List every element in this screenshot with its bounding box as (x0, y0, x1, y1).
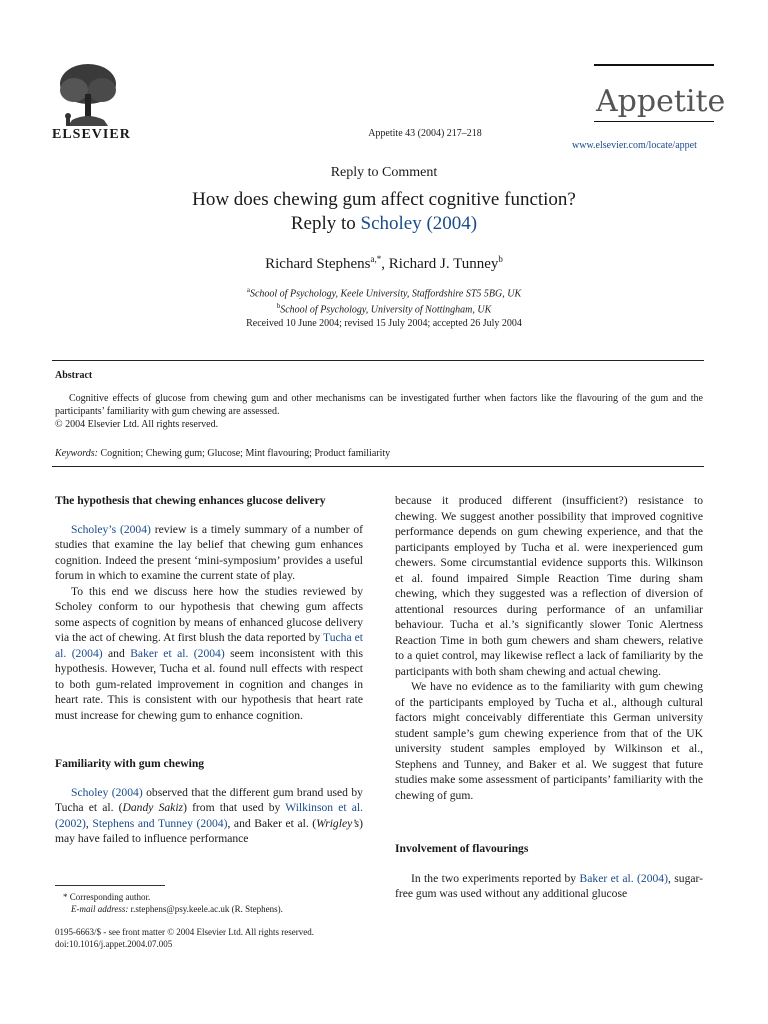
journal-url-link[interactable]: www.elsevier.com/locate/appet (572, 140, 697, 151)
keywords (55, 448, 390, 459)
corresponding-author-note: * Corresponding author. (63, 892, 151, 902)
journal-citation: Appetite 43 (2004) 217–218 (368, 128, 482, 139)
affiliations (0, 284, 768, 317)
section-heading-flavourings: Involvement of flavourings (395, 842, 529, 855)
abstract-rule-top (52, 360, 704, 361)
article-dates: Received 10 June 2004; revised 15 July 2004; accepted 26 July 2004 (246, 318, 522, 329)
keywords-list: Cognition; Chewing gum; Glucose; Mint flavouring; Product familiarity (97, 448, 391, 459)
keywords-label: Keywords: (55, 448, 98, 459)
abstract-heading: Abstract (55, 370, 93, 381)
author-2-affiliation: b (498, 254, 503, 264)
journal-rule-bottom (594, 121, 714, 122)
paragraph (55, 785, 363, 847)
affiliation-b-marker: b (276, 302, 281, 311)
paragraph-text: observed that the different gum brand used by Tucha et al. ( (55, 785, 363, 814)
paragraph-text: ) from that used by (183, 801, 286, 814)
reference-link[interactable]: Wilkinson et al. (2002) (55, 801, 364, 830)
email-label: E-mail address: (71, 904, 129, 914)
reference-link[interactable]: Stephens and Tunney (2004) (92, 816, 228, 830)
author-1-affiliation: a,* (370, 254, 382, 264)
author-2[interactable]: Richard J. Tunney (388, 256, 499, 272)
paragraph (395, 871, 703, 902)
paragraph: because it produced different (insufficient?) resistance to chewing. We suggest another possibility that improved cognitive performance depends on gum chewing experience, and that the participants employed by Tucha et al. were inexperienced gum chewers. Some circumstantial evidence supports this. Wilkinson et al. found impaired Simple Reaction Time during sham chewing, which they suggested was a reflection of diversion of attentional resources during performance of an unfamiliar behaviour. Tucha et al.’s significantly slower Tonic Alertness Reaction Time in both gum chewers and sham chewers, relative to a quiet control, may likewise reflect a lack of familiarity by the participants with both sham chewing and actual chewing. (395, 494, 703, 678)
footnotes (55, 891, 365, 915)
paragraph: We have no evidence as to the familiarity with gum chewing of the participants employed by Tucha et al., although cultural factors might conceivably differentiate this German university student sample’s gum chewing experience from that of the UK university student samples employed by Wilkinson et al., Stephens and Tunney, and Baker et al. We suggest that future studies make some assessment of participants’ familiarity with the chewing of gum. (395, 680, 703, 802)
brand-name: Dandy Sakiz (122, 801, 184, 814)
affiliation-a-marker: a (246, 286, 250, 294)
affiliation-b (0, 300, 768, 316)
reference-link[interactable]: Scholey (2004) (71, 785, 143, 799)
article-type: Reply to Comment (330, 165, 438, 180)
paragraph-text: , (85, 816, 93, 830)
email-note (55, 903, 365, 915)
journal-name: Appetite (596, 84, 726, 119)
reference-link[interactable]: Baker et al. (2004) (579, 871, 668, 885)
body-column-right (395, 493, 703, 902)
paragraph-text: , sugar-free gum was used without any additional glucose (395, 871, 703, 900)
reference-link[interactable]: Tucha et al. (2004) (55, 631, 363, 660)
abstract-copyright: © 2004 Elsevier Ltd. All rights reserved. (55, 419, 219, 430)
email-address[interactable]: r.stephens@psy.keele.ac.uk (R. Stephens). (128, 904, 283, 914)
paragraph-text: In the two experiments reported by (411, 871, 580, 885)
section-heading-glucose: The hypothesis that chewing enhances glucose delivery (55, 494, 326, 507)
author-separator: , (381, 256, 389, 272)
article-title (0, 188, 768, 236)
paragraph-text: review is a timely summary of a number of studies that examine the lay belief that chewing gum enhances cognition. Indeed the present ‘mini-symposium’ provides a useful forum in which to examine the current state of play. (55, 522, 363, 582)
body-column-left (55, 493, 363, 847)
title-prefix: Reply to (290, 213, 361, 234)
elsevier-tree-logo (52, 60, 124, 132)
abstract-text: Cognitive effects of glucose from chewing gum and other mechanisms can be investigated further when factors like the flavouring of the gum and the participants’ familiarity with gum chewing are assessed. (55, 393, 703, 417)
paragraph-text: , and Baker et al. ( (227, 816, 317, 830)
title-line-1: How does chewing gum affect cognitive function? (192, 189, 576, 210)
paragraph-text: ) may have failed to influence performance (55, 816, 363, 845)
affiliation-a (0, 284, 768, 300)
publisher-name: ELSEVIER (52, 127, 131, 142)
journal-rule-top (594, 64, 714, 66)
affiliation-a-text: School of Psychology, Keele University, Staffordshire ST5 5BG, UK (249, 288, 522, 300)
footnote-rule (55, 885, 165, 886)
paragraph-text: seem inconsistent with this hypothesis. However, Tucha et al. found null effects with respect to both gum-related improvement in cognition and changes in heart rate. This is consistent with our hypothesis that heart rate must increase for chewing gum to enhance cognition. (55, 646, 363, 722)
section-heading-familiarity: Familiarity with gum chewing (55, 757, 205, 770)
paragraph (55, 522, 363, 584)
issn-copyright: 0195-6663/$ - see front matter © 2004 Elsevier Ltd. All rights reserved. (55, 927, 315, 937)
abstract-rule-bottom (52, 466, 704, 467)
author-list (0, 254, 768, 273)
brand-name: Wrigley’s (316, 816, 360, 830)
reference-link[interactable]: Baker et al. (2004) (130, 646, 225, 660)
reference-link[interactable]: Scholey’s (2004) (71, 522, 151, 536)
author-1[interactable]: Richard Stephens (265, 256, 371, 272)
title-reference-link[interactable]: Scholey (2004) (360, 213, 478, 234)
title-line-2 (0, 212, 768, 236)
footer-info (55, 926, 314, 950)
paragraph-text: To this end we discuss here how the studies reviewed by Scholey conform to our hypothesis that chewing gum affects some aspects of cognition by means of enhanced glucose delivery via the act of chewing. At first blush the data reported by (55, 584, 363, 644)
doi[interactable]: doi:10.1016/j.appet.2004.07.005 (55, 939, 173, 949)
paragraph-text: and (102, 646, 131, 660)
affiliation-b-text: School of Psychology, University of Nottingham, UK (280, 304, 492, 316)
paragraph (55, 584, 363, 724)
